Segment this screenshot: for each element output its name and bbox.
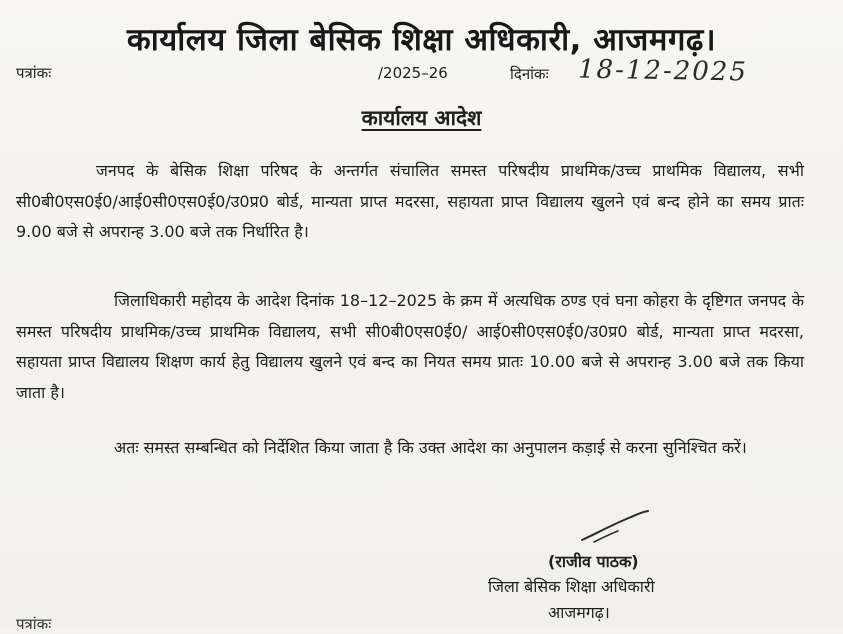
signature-mark <box>580 510 650 544</box>
signatory-name: (राजीव पाठक) <box>548 552 639 571</box>
office-title: कार्यालय जिला बेसिक शिक्षा अधिकारी, आजमगढ़। <box>126 22 717 58</box>
signatory-place: आजमगढ़। <box>548 603 610 622</box>
handwritten-date: 18-12-2025 <box>577 54 749 88</box>
paragraph-1: जनपद के बेसिक शिक्षा परिषद के अन्तर्गत संचालित समस्त परिषदीय प्राथमिक/उच्च प्राथमिक विद्यालय, सभी सी0बी0एस0ई0/आई0सी0एस0ई0/उ0प्र0 बोर्ड, मान्यता प्राप्त मदरसा, सहायता प्राप्त विद्यालय खुलने एवं बन्द होने का समय प्रातः 9.00 बजे से अपरान्ह 3.00 बजे तक निर्धारित है। <box>16 161 804 241</box>
signatory-designation: जिला बेसिक शिक्षा अधिकारी <box>488 577 655 596</box>
order-heading <box>0 104 843 132</box>
paragraph-3: अतः समस्त सम्बन्धित को निर्देशित किया जाता है कि उक्त आदेश का अनुपालन कड़ाई से करना सुनिश्चित करें। <box>114 438 747 457</box>
paragraph-2: जिलाधिकारी महोदय के आदेश दिनांक 18–12–2025 के क्रम में अत्यधिक ठण्ड एवं घना कोहरा के दृष्टिगत जनपद के समस्त परिषदीय प्राथमिक/उच्च प्राथमिक विद्यालय, सभी सी0बी0एस0ई0/ आई0सी0एस0ई0/उ0प्र0 बोर्ड, मान्यता प्राप्त मदरसा, सहायता प्राप्त विद्यालय शिक्षण कार्य हेतु विद्यालय खुलने एवं बन्द का नियत समय प्रातः 10.00 बजे से अपरान्ह 3.00 बजे तक किया जाता है। <box>16 291 804 402</box>
date-label: दिनांकः <box>510 65 549 83</box>
patrank-label: पत्रांकः <box>16 64 52 82</box>
order-heading-text: कार्यालय आदेश <box>361 106 482 130</box>
footer-cutoff-text: पत्रांकः <box>16 615 52 633</box>
reference-number: /2025–26 <box>378 64 448 82</box>
